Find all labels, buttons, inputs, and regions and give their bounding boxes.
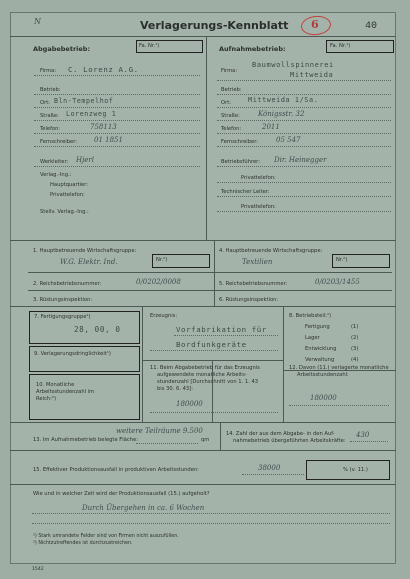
right-firma-value-1: Baumwollspinnerei bbox=[252, 61, 334, 69]
left-fernschreiber-value: 01 1851 bbox=[94, 136, 123, 144]
section6-label: 6. Rüstungsinspektion: bbox=[219, 297, 279, 303]
rule-306 bbox=[10, 306, 396, 307]
section12-value: 180000 bbox=[310, 394, 337, 402]
section15-label: 15. Effektiver Produktionsausfall in produktiven Arbeitsstunden: bbox=[33, 467, 199, 473]
section11-line bbox=[150, 412, 278, 413]
erzeugnis-line-2 bbox=[150, 350, 278, 351]
section8-item-3-label: Entwicklung bbox=[305, 346, 337, 352]
title-rule bbox=[10, 36, 396, 37]
left-firma-line bbox=[34, 75, 200, 76]
left-fa-nr-label: Fa. Nr.¹) bbox=[139, 43, 160, 49]
section13-line bbox=[136, 443, 198, 444]
right-firma-label: Firma: bbox=[221, 68, 238, 74]
center-divider-2 bbox=[214, 240, 215, 306]
section16-line-1 bbox=[32, 513, 390, 514]
section8-item-2-label: Lager bbox=[305, 335, 320, 341]
right-betriebsfuehrer-label: Betriebsführer: bbox=[221, 159, 260, 165]
right-privattelefon-line bbox=[217, 182, 391, 183]
section14-line bbox=[350, 441, 388, 442]
section1-label: 1. Hauptbetreuende Wirtschaftsgruppe: bbox=[33, 248, 137, 254]
right-strasse-line bbox=[217, 120, 391, 121]
footnote-2: ²) Nichtzutreffendes ist durchzustreichen. bbox=[33, 541, 133, 546]
right-betrieb-line bbox=[217, 94, 391, 95]
section10-label-1: 10. Monatliche bbox=[36, 382, 75, 388]
section13-value: weitere Teilräume 9.500 bbox=[116, 427, 203, 435]
left-telefon-value: 758113 bbox=[90, 123, 117, 131]
left-firma-label: Firma: bbox=[40, 68, 57, 74]
right-betrieb-label: Betrieb: bbox=[221, 87, 242, 93]
stamp-number: 6 bbox=[311, 18, 319, 31]
section8-label: 8. Betriebsteil:¹) bbox=[289, 313, 332, 319]
left-ort-label: Ort: bbox=[40, 100, 50, 106]
erzeugnis-label: Erzeugnis: bbox=[150, 313, 178, 319]
section4-label: 4. Hauptbetreuende Wirtschaftsgruppe: bbox=[219, 248, 323, 254]
left-werkleiter-line bbox=[34, 166, 200, 167]
print-mark: 1542 bbox=[32, 567, 44, 572]
right-technischer-leiter-line bbox=[217, 196, 391, 197]
section9-label: 9. Verlagerungsdringlichkeit¹) bbox=[34, 351, 111, 357]
left-telefon-line bbox=[34, 133, 200, 134]
rule-240 bbox=[10, 240, 396, 241]
section7-label: 7. Fertigungsgruppe²) bbox=[34, 314, 91, 320]
section15-value: 38000 bbox=[258, 464, 281, 472]
section13-unit: qm bbox=[201, 437, 210, 443]
footnote-1: ¹) Stark umrandete Felder sind von Firmen nicht auszufüllen. bbox=[33, 534, 179, 539]
right-strasse-value: Königsstr. 32 bbox=[258, 110, 305, 118]
section16-line-2 bbox=[32, 523, 390, 524]
left-hauptquartier-label: Hauptquartier: bbox=[50, 182, 89, 188]
right-firma-value-2: Mittweida bbox=[290, 71, 334, 79]
section5-label: 5. Reichsbetriebsnummer: bbox=[219, 281, 288, 287]
left-betrieb-line bbox=[34, 94, 200, 95]
right-strasse-label: Straße: bbox=[221, 113, 240, 119]
section1-nr-label: Nr.²) bbox=[156, 257, 168, 263]
rule-290 bbox=[28, 290, 392, 291]
divider-220 bbox=[220, 422, 221, 450]
left-telefon-label: Telefon: bbox=[40, 126, 61, 132]
right-technischer-leiter-label: Technischer Leiter: bbox=[221, 189, 270, 195]
erzeugnis-value-1: Vorfabrikation für bbox=[176, 325, 267, 334]
right-telefon-label: Telefon: bbox=[221, 126, 242, 132]
section15-line bbox=[242, 474, 304, 475]
section2-label: 2. Reichsbetriebsnummer: bbox=[33, 281, 102, 287]
section9-box bbox=[29, 346, 140, 372]
right-section-heading: Aufnahmebetrieb: bbox=[219, 45, 286, 53]
section1-value: W.G. Elektr. Ind. bbox=[60, 258, 118, 266]
right-fernschreiber-label: Fernschreiber: bbox=[221, 139, 258, 145]
section14-label-2: nahmebetrieb übergeführten Arbeitskräfte: bbox=[233, 438, 346, 444]
section7-value: 28, 00, 0 bbox=[74, 325, 121, 334]
right-ort-value: Mittweida 1/Sa. bbox=[248, 96, 319, 104]
section11-label-3: stundenzahl [Durchschnitt von 1. 1. 43 bbox=[157, 379, 259, 385]
right-telefon-value: 2011 bbox=[262, 123, 280, 131]
page-number: 40 bbox=[365, 21, 378, 32]
erzeugnis-line-1 bbox=[174, 335, 278, 336]
erzeugnis-value-2: Bordfunkgeräte bbox=[176, 340, 247, 349]
section5-value: 0/0203/1455 bbox=[315, 278, 360, 286]
section16-value: Durch Übergehen in ca. 6 Wochen bbox=[82, 504, 205, 512]
section12-label-2: Arbeitsstundenzahl: bbox=[297, 372, 349, 378]
left-strasse-value: Lorenzweg 1 bbox=[66, 110, 117, 118]
right-fernschreiber-value: 05 547 bbox=[276, 136, 301, 144]
left-strasse-label: Straße: bbox=[40, 113, 59, 119]
section14-label-1: 14. Zahl der aus dem Abgabe- in den Auf- bbox=[226, 431, 335, 437]
left-stellv-label: Stellv. Verlag.-Ing.: bbox=[40, 209, 89, 215]
left-betrieb-label: Betrieb: bbox=[40, 87, 61, 93]
section10-label-2: Arbeitsstundenzahl im bbox=[36, 389, 95, 395]
corner-mark: N bbox=[34, 17, 41, 26]
section15-percent-label: % (v. 11.) bbox=[343, 467, 368, 473]
rule-450 bbox=[10, 450, 396, 451]
left-verlag-label: Verlag.-Ing.: bbox=[40, 172, 72, 178]
right-privattelefon2-label: Privattelefon: bbox=[241, 204, 276, 210]
section11-label-2: aufgewendete monatliche Arbeits- bbox=[157, 372, 247, 378]
right-privattelefon-label: Privattelefon: bbox=[241, 175, 276, 181]
left-privattelefon-label: Privattelefon: bbox=[50, 192, 85, 198]
right-firma-line bbox=[217, 80, 391, 81]
section3-label: 3. Rüstungsinspektion: bbox=[33, 297, 93, 303]
section8-item-1-num: (1) bbox=[351, 324, 359, 330]
section4-value: Textilien bbox=[242, 258, 273, 266]
left-ort-value: Bln-Tempelhof bbox=[54, 97, 114, 105]
left-fernschreiber-label: Fernschreiber: bbox=[40, 139, 77, 145]
section4-nr-label: Nr.²) bbox=[336, 257, 348, 263]
section10-label-3: Reich:²) bbox=[36, 396, 56, 402]
section8-item-1-label: Fertigung bbox=[305, 324, 330, 330]
left-fernschreiber-line bbox=[34, 146, 200, 147]
left-ort-line bbox=[34, 107, 200, 108]
rule-272 bbox=[28, 272, 392, 273]
right-fa-nr-label: Fa. Nr.¹) bbox=[330, 43, 351, 49]
form-title: Verlagerungs-Kennblatt bbox=[140, 19, 289, 32]
right-betriebsfuehrer-value: Dir. Heinegger bbox=[274, 156, 327, 164]
left-werkleiter-label: Werkleiter: bbox=[40, 159, 69, 165]
section13-label: 13. Im Aufnahmebetrieb belegte Fläche: bbox=[33, 437, 138, 443]
right-privattelefon2-line bbox=[217, 211, 391, 212]
section8-item-4-label: Verwaltung bbox=[305, 357, 335, 363]
section16-label: Wie und in welcher Zeit wird der Produktionsausfall (15.) aufgeholt? bbox=[33, 491, 210, 497]
right-fernschreiber-line bbox=[217, 146, 391, 147]
right-betriebsfuehrer-line bbox=[217, 166, 391, 167]
section12-line bbox=[289, 405, 389, 406]
left-werkleiter-value: Hjerl bbox=[76, 156, 95, 164]
section8-item-2-num: (2) bbox=[351, 335, 359, 341]
section2-value: 0/0202/0008 bbox=[136, 278, 181, 286]
section8-item-3-num: (3) bbox=[351, 346, 359, 352]
section8-item-4-num: (4) bbox=[351, 357, 359, 363]
rule-484 bbox=[10, 484, 396, 485]
rule-422 bbox=[10, 422, 396, 423]
left-section-heading: Abgabebetrieb: bbox=[33, 45, 91, 53]
section11-value: 180000 bbox=[176, 400, 203, 408]
right-ort-line bbox=[217, 107, 391, 108]
left-firma-value: C. Lorenz A.G. bbox=[68, 65, 139, 74]
section11-label-1: 11. Beim Abgabebetrieb für das Erzeugnis bbox=[150, 365, 260, 371]
section14-value: 430 bbox=[356, 431, 370, 439]
divider-142 bbox=[142, 306, 143, 422]
divider-283 bbox=[283, 306, 284, 422]
center-divider bbox=[206, 36, 207, 240]
right-ort-label: Ort: bbox=[221, 100, 231, 106]
section12-label-1: 12. Davon (11.) verlagerte monatliche bbox=[289, 365, 389, 371]
right-telefon-line bbox=[217, 133, 391, 134]
section11-label-4: bis 30. 6. 43]: bbox=[157, 386, 193, 392]
left-strasse-line bbox=[34, 120, 200, 121]
